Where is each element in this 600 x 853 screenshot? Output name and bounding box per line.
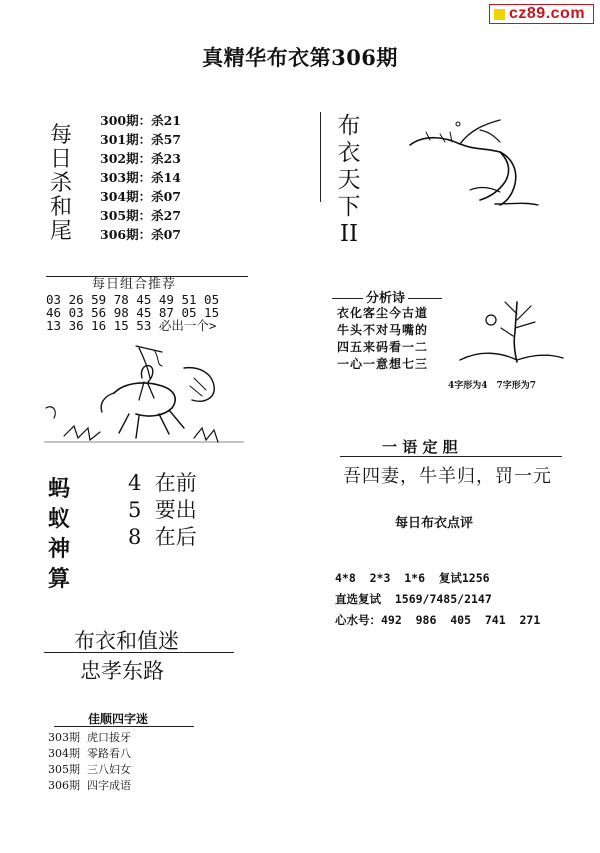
list-item: 300期：杀21: [100, 113, 181, 128]
four-char-title: 佳顺四字迷: [88, 712, 149, 726]
badge-text: cz89.com: [509, 5, 586, 22]
list-item: 303期：杀14: [100, 170, 181, 185]
analysis-poem: [337, 305, 428, 373]
poem-line: 衣化客尘今古道: [337, 306, 429, 320]
review-line: 心水号：492 986 405 741 271: [335, 613, 541, 627]
list-item: 03 26 59 78 45 49 51 05: [46, 292, 220, 307]
ant-label: [48, 474, 76, 594]
vert-char: 杀: [49, 171, 72, 196]
list-item: 4 在前: [128, 471, 197, 495]
list-item: 305期：杀27: [100, 208, 181, 223]
review-line: 直选复试 1569/7485/2147: [335, 592, 492, 606]
vert-char: II: [339, 221, 359, 247]
list-item: 301期：杀57: [100, 132, 181, 147]
list-item: 306期 四字成语: [48, 779, 131, 792]
list-item: 304期 零路看八: [48, 747, 131, 760]
review-line: 4*8 2*3 1*6 复试1256: [335, 571, 490, 585]
small-tree-illustration: [455, 292, 565, 367]
four-char-rule: [54, 726, 194, 727]
list-item: 303期 虎口拔牙: [48, 731, 131, 744]
vert-char: 衣: [337, 140, 361, 166]
daily-review-title: 每日布衣点评: [395, 516, 474, 531]
daily-kill-label: [48, 124, 74, 244]
page-title: 真精华布衣第306期: [202, 45, 398, 70]
analysis-caption: 4字形为4 7字形为7: [448, 381, 537, 391]
list-item: 306期：杀07: [100, 227, 181, 242]
list-item: 304期：杀07: [100, 189, 181, 204]
horse-rider-illustration: [44, 338, 244, 450]
riddle-line-1: 布衣和值迷: [74, 629, 179, 653]
list-item: 13 36 16 15 53 必出一个>: [46, 318, 217, 333]
riddle-line-2: 忠孝东路: [80, 659, 164, 683]
combo-list: [46, 293, 219, 332]
vert-char: 神: [48, 536, 71, 562]
ant-list: [128, 470, 197, 551]
vert-char: 和: [49, 195, 72, 220]
one-word-title: 一 语 定 胆: [382, 438, 458, 456]
site-watermark-badge: [489, 4, 594, 24]
vert-char: 算: [48, 566, 71, 592]
vert-char: 尾: [49, 219, 72, 244]
four-char-list: [48, 730, 131, 794]
tree-illustration: [400, 112, 550, 212]
poem-line: 牛头不对马嘴的: [337, 323, 429, 337]
list-item: 46 03 56 98 45 87 05 15: [46, 305, 220, 320]
daily-kill-list: [100, 111, 181, 244]
vert-char: 蚂: [48, 476, 71, 502]
riddle-rule: [44, 652, 234, 653]
combo-title: 每日组合推荐: [92, 277, 177, 292]
poem-line: 四五来码看一二: [337, 340, 429, 354]
list-item: 5 要出: [128, 498, 197, 522]
vert-char: 蚁: [48, 506, 71, 532]
right-vertical-text: [336, 113, 362, 248]
analysis-title: 分析诗: [363, 287, 408, 306]
one-word-text: 吾四妻，牛羊归，罚一元: [343, 466, 552, 487]
vert-char: 布: [337, 113, 361, 139]
poem-line: 一心一意想七三: [337, 357, 429, 371]
vert-char: 下: [337, 194, 361, 220]
daily-review-lines: [335, 568, 540, 631]
vert-char: 天: [337, 167, 361, 193]
list-item: 305期 三八妇女: [48, 763, 131, 776]
vert-char: 每: [49, 123, 72, 148]
vert-char: 日: [49, 147, 72, 172]
list-item: 8 在后: [128, 525, 197, 549]
section-divider: [320, 112, 321, 202]
one-word-rule: [340, 456, 562, 457]
list-item: 302期：杀23: [100, 151, 181, 166]
badge-square-icon: [494, 9, 505, 20]
